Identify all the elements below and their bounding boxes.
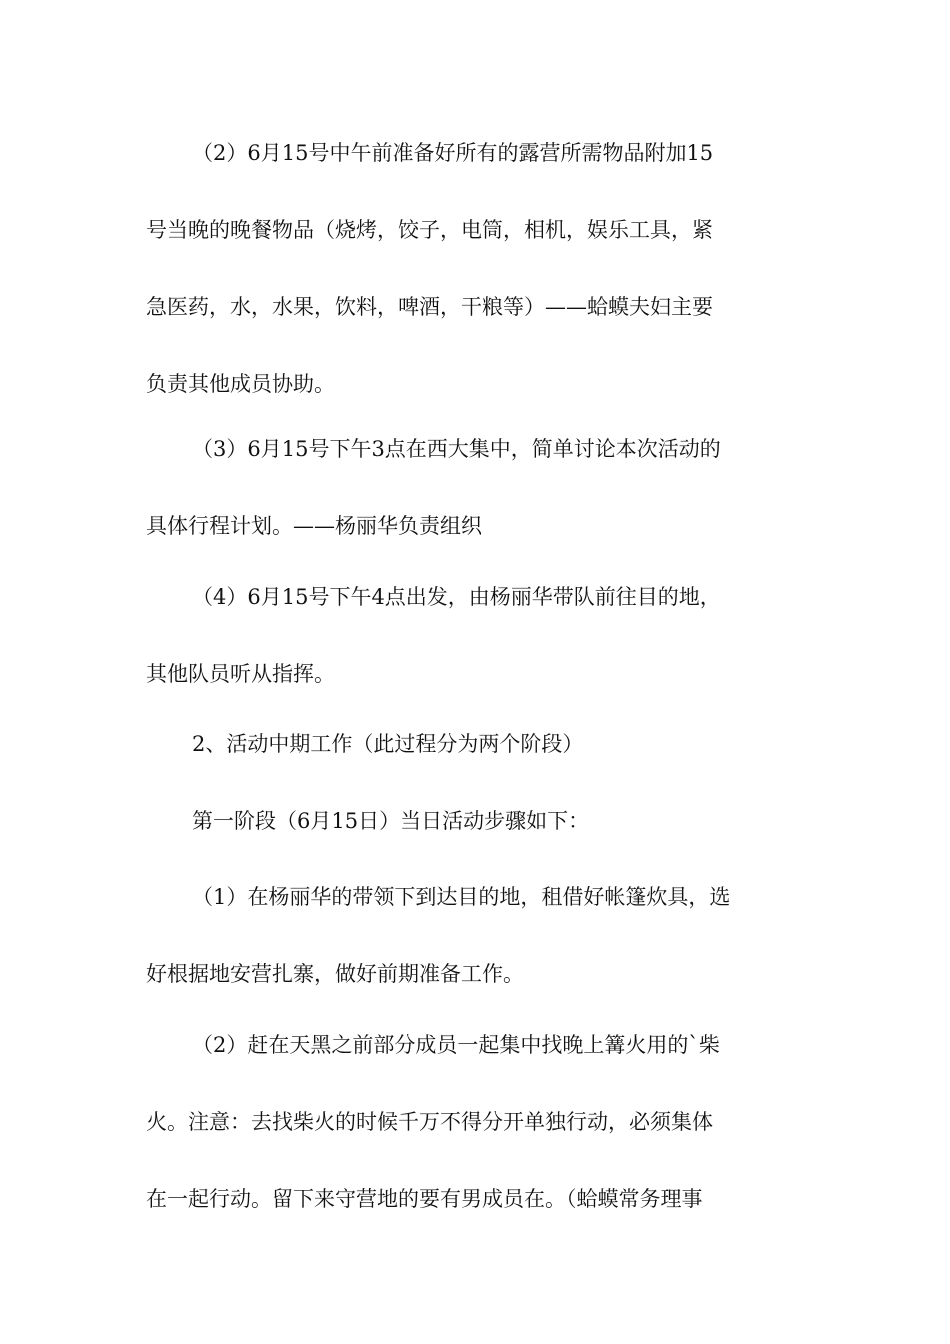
paragraph-preparation-items bbox=[146, 115, 810, 423]
paragraph-firewood bbox=[146, 1007, 810, 1238]
paragraph-stage-one-heading bbox=[146, 783, 810, 860]
text-line: 在一起行动。留下来守营地的要有男成员在。（蛤蟆常务理事 bbox=[146, 1187, 703, 1211]
text-line: 火。注意：去找柴火的时候千万不得分开单独行动，必须集体 bbox=[146, 1110, 713, 1134]
text-line: 2、活动中期工作（此过程分为两个阶段） bbox=[192, 732, 584, 756]
text-line: 好根据地安营扎寨，做好前期准备工作。 bbox=[146, 962, 524, 986]
text-line: （2）6月15号中午前准备好所有的露营所需物品附加15 bbox=[192, 141, 714, 165]
text-line: 号当晚的晚餐物品（烧烤，饺子，电筒，相机，娱乐工具，紧 bbox=[146, 218, 713, 242]
text-line: 其他队员听从指挥。 bbox=[146, 662, 335, 686]
paragraph-arrival bbox=[146, 859, 810, 1013]
text-line: （4）6月15号下午4点出发，由杨丽华带队前往目的地， bbox=[192, 585, 721, 609]
text-line: 第一阶段（6月15日）当日活动步骤如下： bbox=[192, 809, 590, 833]
text-line: 负责其他成员协助。 bbox=[146, 372, 335, 396]
text-line: 急医药，水，水果，饮料，啤酒，干粮等）——蛤蟆夫妇主要 bbox=[146, 295, 713, 319]
text-line: 具体行程计划。——杨丽华负责组织 bbox=[146, 514, 482, 538]
paragraph-departure bbox=[146, 559, 810, 713]
text-line: （1）在杨丽华的带领下到达目的地，租借好帐篷炊具，选 bbox=[192, 885, 731, 909]
text-line: （3）6月15号下午3点在西大集中，简单讨论本次活动的 bbox=[192, 437, 721, 461]
paragraph-gathering bbox=[146, 411, 810, 565]
text-line: （2）赶在天黑之前部分成员一起集中找晚上篝火用的`柴 bbox=[192, 1033, 720, 1057]
section-heading-mid-stage bbox=[146, 706, 810, 783]
